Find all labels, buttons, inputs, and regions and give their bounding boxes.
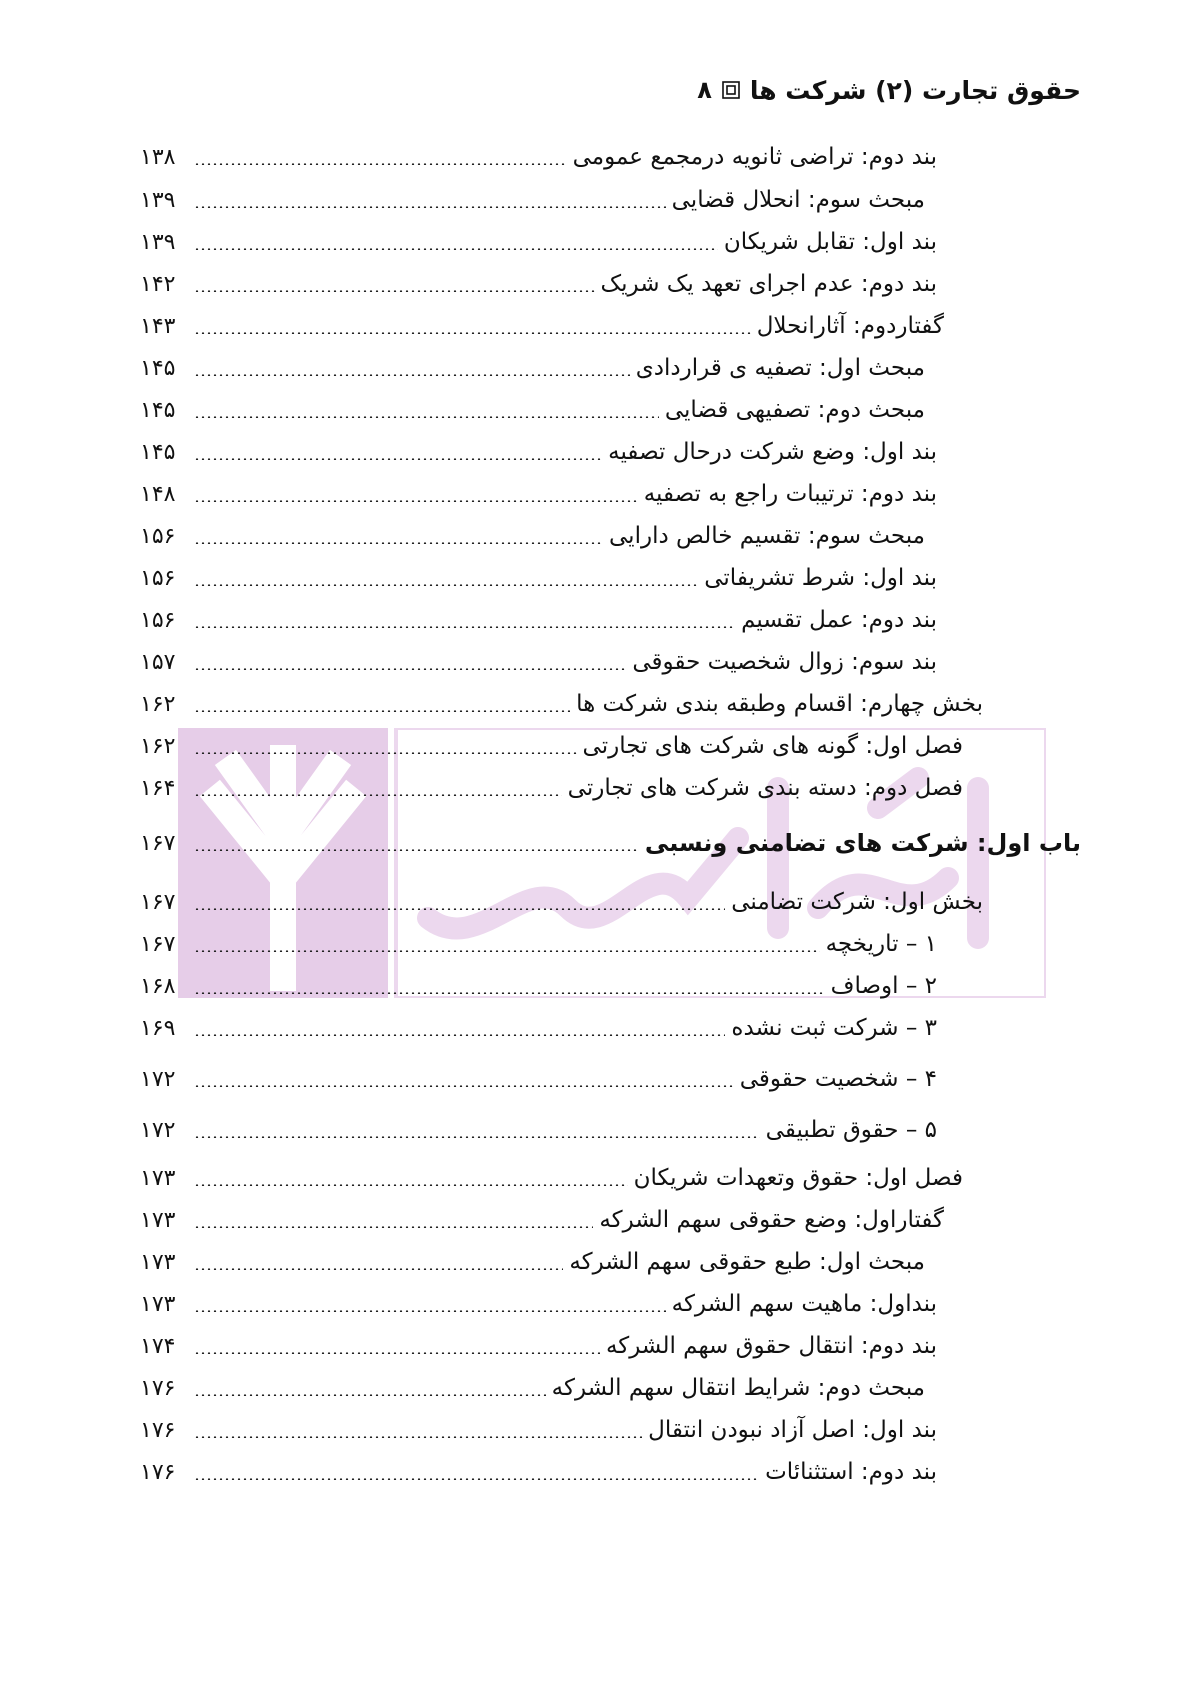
toc-entry-title: بخش چهارم: اقسام وطبقه بندی شرکت ها — [576, 691, 983, 717]
toc-entry — [140, 516, 925, 556]
dot-leader — [194, 1352, 600, 1354]
book-title: حقوق تجارت (۲) شرکت ها — [749, 75, 1081, 105]
toc-entry — [140, 1110, 937, 1150]
dot-leader — [194, 710, 570, 712]
toc-entry-title: فصل اول: گونه های شرکت های تجارتی — [582, 733, 963, 759]
toc-page-number: ۱۵۶ — [140, 607, 176, 633]
dot-leader — [194, 1226, 593, 1228]
toc-entry — [140, 222, 937, 262]
toc-page-number: ۱۶۷ — [140, 889, 176, 915]
toc-entry — [140, 558, 937, 598]
toc-page-number: ۱۴۵ — [140, 355, 176, 381]
toc-page-number: ۱۳۸ — [140, 144, 176, 170]
dot-leader — [194, 668, 626, 670]
dot-leader — [194, 163, 567, 165]
toc-page-number: ۱۴۲ — [140, 271, 176, 297]
toc-page-number: ۱۳۹ — [140, 187, 176, 213]
toc-entry — [140, 1059, 937, 1099]
toc-entry-title: باب اول: شرکت های تضامنی ونسبی — [644, 829, 1081, 857]
dot-leader — [194, 542, 603, 544]
toc-page-number: ۱۶۹ — [140, 1015, 176, 1041]
toc-entry — [140, 1368, 925, 1408]
toc-page-number: ۱۵۶ — [140, 565, 176, 591]
toc-page-number: ۱۶۸ — [140, 973, 176, 999]
dot-leader — [194, 416, 659, 418]
toc-entry — [140, 180, 925, 220]
toc-entry — [140, 726, 963, 766]
toc-entry — [140, 306, 944, 346]
toc-page-number: ۱۵۶ — [140, 523, 176, 549]
toc-entry — [140, 684, 983, 724]
toc-entry-title: ۵ – حقوق تطبیقی — [765, 1117, 937, 1143]
toc-entry-title: فصل دوم: دسته بندی شرکت های تجارتی — [567, 775, 963, 801]
toc-entry-title: مبحث دوم: شرایط انتقال سهم الشرکه — [551, 1375, 925, 1401]
dot-leader — [194, 1478, 759, 1480]
dot-leader — [194, 1394, 546, 1396]
toc-page-number: ۱۶۷ — [140, 931, 176, 957]
toc-entry-title: بند سوم: زوال شخصیت حقوقی — [632, 649, 937, 675]
dot-leader — [194, 1034, 725, 1036]
toc-entry — [140, 264, 937, 304]
toc-entry-title: بند دوم: تراضی ثانویه درمجمع عمومی — [572, 144, 937, 170]
toc-page-number: ۱۷۶ — [140, 1375, 176, 1401]
toc-page-number: ۱۷۲ — [140, 1117, 176, 1143]
toc-page-number: ۱۵۷ — [140, 649, 176, 675]
toc-entry — [140, 966, 937, 1006]
toc-page-number: ۱۷۳ — [140, 1291, 176, 1317]
toc-entry — [140, 768, 963, 808]
toc-entry — [140, 1284, 937, 1324]
toc-page-number: ۱۷۳ — [140, 1165, 176, 1191]
toc-page-number: ۱۴۸ — [140, 481, 176, 507]
toc-entry — [140, 1452, 937, 1492]
toc-page-number: ۱۴۳ — [140, 313, 176, 339]
toc-entry-title: بند دوم: انتقال حقوق سهم الشرکه — [605, 1333, 937, 1359]
toc-entry-title: گفتاردوم: آثارانحلال — [756, 313, 944, 339]
dot-leader — [194, 1136, 760, 1138]
toc-page-number: ۱۶۴ — [140, 775, 176, 801]
toc-entry — [140, 924, 937, 964]
toc-page-number: ۱۷۶ — [140, 1417, 176, 1443]
dot-leader — [194, 206, 666, 208]
toc-entry — [140, 1008, 937, 1048]
toc-entry-title: مبحث سوم: انحلال قضایی — [671, 187, 925, 213]
toc-page-number: ۱۳۹ — [140, 229, 176, 255]
dot-leader — [194, 1184, 628, 1186]
toc-entry — [140, 474, 937, 514]
dot-leader — [194, 290, 595, 292]
toc-entry — [140, 1326, 937, 1366]
dot-leader — [194, 992, 825, 994]
toc-entry-title: بند دوم: عمل تقسیم — [741, 607, 937, 633]
toc-page-number: ۱۶۲ — [140, 691, 176, 717]
toc-entry-title: بند دوم: استثنائات — [765, 1459, 937, 1485]
toc-entry-title: گفتاراول: وضع حقوقی سهم الشرکه — [599, 1207, 944, 1233]
dot-leader — [194, 1085, 734, 1087]
dot-leader — [194, 374, 630, 376]
dot-leader — [194, 849, 639, 851]
dot-leader — [194, 794, 562, 796]
toc-entry — [140, 348, 925, 388]
dot-leader — [194, 584, 698, 586]
toc-entry-title: بند اول: شرط تشریفاتی — [704, 565, 937, 591]
dot-leader — [194, 1436, 642, 1438]
toc-entry-title: ۲ – اوصاف — [830, 973, 937, 999]
toc-entry — [140, 432, 937, 472]
toc-entry-title: مبحث اول: تصفیه ی قراردادی — [635, 355, 925, 381]
toc-entry-title: بخش اول: شرکت تضامنی — [731, 889, 983, 915]
dot-leader — [194, 500, 638, 502]
toc-entry-title: بند اول: تقابل شریکان — [723, 229, 937, 255]
dot-leader — [194, 248, 718, 250]
toc-page-number: ۱۷۴ — [140, 1333, 176, 1359]
toc-page-number: ۱۶۲ — [140, 733, 176, 759]
toc-page-number: ۱۷۶ — [140, 1459, 176, 1485]
toc-entry-title: بند اول: اصل آزاد نبودن انتقال — [648, 1417, 937, 1443]
toc-entry — [140, 390, 925, 430]
dot-leader — [194, 626, 735, 628]
toc-page-number: ۱۶۷ — [140, 830, 176, 856]
toc-page-number: ۱۷۳ — [140, 1207, 176, 1233]
dot-leader — [194, 752, 577, 754]
toc-entry-title: مبحث اول: طبع حقوقی سهم الشرکه — [569, 1249, 925, 1275]
toc-entry — [140, 1200, 944, 1240]
toc-entry-title: ۴ – شخصیت حقوقی — [739, 1066, 937, 1092]
dot-leader — [194, 332, 751, 334]
dot-leader — [194, 950, 820, 952]
toc-entry-title: فصل اول: حقوق وتعهدات شریکان — [633, 1165, 963, 1191]
toc-entry — [140, 882, 983, 922]
toc-chapter-entry — [140, 823, 1081, 863]
toc-entry-title: ۳ – شرکت ثبت نشده — [731, 1015, 937, 1041]
toc-entry-title: مبحث سوم: تقسیم خالص دارایی — [609, 523, 925, 549]
dot-leader — [194, 458, 602, 460]
toc-entry — [140, 137, 937, 177]
toc-entry-title: بنداول: ماهیت سهم الشرکه — [671, 1291, 937, 1317]
toc-entry-title: بند دوم: ترتیبات راجع به تصفیه — [643, 481, 937, 507]
toc-entry — [140, 642, 937, 682]
toc-page-number: ۱۷۲ — [140, 1066, 176, 1092]
toc-entry-title: مبحث دوم: تصفیهی قضایی — [664, 397, 925, 423]
toc-entry — [140, 1158, 963, 1198]
page-number: ۸ — [697, 76, 712, 104]
toc-entry — [140, 1410, 937, 1450]
toc-page-number: ۱۴۵ — [140, 397, 176, 423]
dot-leader — [194, 908, 725, 910]
toc-entry-title: ۱ – تاریخچه — [825, 931, 937, 957]
toc-page-number: ۱۷۳ — [140, 1249, 176, 1275]
dot-leader — [194, 1268, 563, 1270]
toc-entry — [140, 600, 937, 640]
toc-entry — [140, 1242, 925, 1282]
toc-page-number: ۱۴۵ — [140, 439, 176, 465]
toc-entry-title: بند دوم: عدم اجرای تعهد یک شریک — [600, 271, 937, 297]
dot-leader — [194, 1310, 666, 1312]
toc-entry-title: بند اول: وضع شرکت درحال تصفیه — [608, 439, 937, 465]
